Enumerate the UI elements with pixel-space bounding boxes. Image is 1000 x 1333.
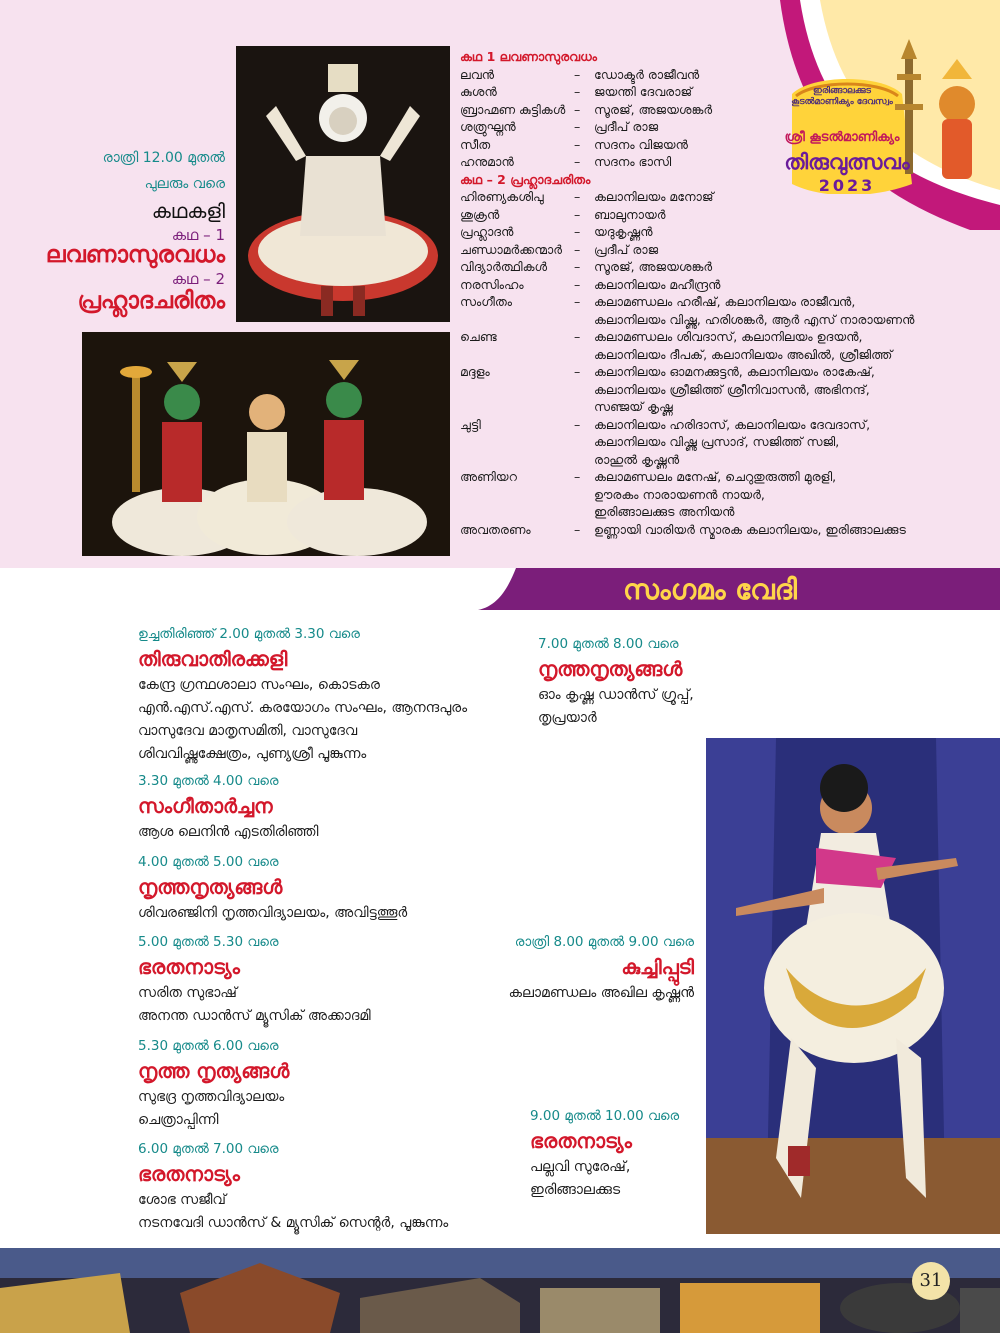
cast-name-line: ഇരിങ്ങാലക്കുട അനിയൻ: [594, 504, 735, 519]
kathakali-time-from: രാത്രി 12.00 മുതൽ: [102, 150, 225, 166]
cast-dash: –: [574, 84, 581, 99]
cast-dash: –: [574, 241, 581, 257]
event-title: നൃത്ത നൃത്യങ്ങൾ: [138, 1059, 290, 1083]
cast-row: [460, 328, 960, 363]
event-time: 5.30 മുതൽ 6.00 വരെ: [138, 1038, 279, 1054]
cast-name-line: കലാനിലയം വിഷ്ണു, ഹരിശങ്കർ, ആർ എസ് നാരായണൻ: [594, 311, 915, 327]
logo-org-text: ഇരിങ്ങാലക്കുട കൂടൽമാണിക്യം ദേവസ്വം: [791, 86, 893, 107]
cast-row: [460, 66, 960, 84]
cast-dash: –: [574, 294, 581, 309]
cast-names: [594, 363, 960, 416]
story2-label: കഥ – 2: [171, 270, 225, 288]
logo-festival-text: തിരുവുത്സവം: [784, 150, 910, 174]
cast-name-line: കലാമണ്ഡലം മനേഷ്, ചെറുതുരുത്തി മുരളി,: [594, 469, 837, 484]
event-performer: ശിവവിഷ്ണുക്ഷേത്രം, പുണ്യശ്രീ പൂങ്കുന്നം: [138, 746, 367, 762]
cast-row: [460, 293, 960, 328]
story1-cast-heading: കഥ 1 ലവണാസുരവധം: [460, 49, 597, 64]
cast-name-line: കലാനിലയം ശ്രീജിത്ത് ശ്രീനിവാസൻ, അഭിനന്ദ്,: [594, 381, 870, 397]
cast-names: [594, 118, 960, 136]
cast-row: [460, 188, 960, 206]
cast-name-line: പ്രദീപ് രാജ: [594, 241, 659, 257]
cast-names: [594, 153, 960, 171]
event-performer: നടനവേദി ഡാൻസ് & മ്യൂസിക് സെന്റർ, പൂങ്കുന്നം: [138, 1215, 449, 1231]
event-time: ഉച്ചതിരിഞ്ഞ് 2.00 മുതൽ 3.30 വരെ: [138, 626, 360, 642]
cast-names: [594, 83, 960, 101]
cast-role: ശുക്രൻ: [460, 206, 500, 222]
event-time: 7.00 മുതൽ 8.00 വരെ: [538, 636, 679, 652]
cast-role: ലവൻ: [460, 66, 495, 82]
cast-name-line: രാഹുൽ കൃഷ്ണൻ: [594, 451, 680, 467]
event-performer: എൻ.എസ്.എസ്. കരയോഗം സംഘം, ആനന്ദപുരം: [138, 700, 468, 716]
event-time: 4.00 മുതൽ 5.00 വരെ: [138, 854, 279, 870]
story2-title: പ്രഹ്ലാദചരിതം: [77, 288, 225, 314]
story2-cast-rows: [460, 188, 960, 538]
cast-name-line: കലാനിലയം മഹീന്ദ്രൻ: [594, 276, 721, 292]
cast-name-line: സദനം വിജയൻ: [594, 136, 688, 152]
event-title: നൃത്തനൃത്യങ്ങൾ: [138, 875, 283, 899]
event-9pm: [530, 1106, 679, 1202]
dancer-photo: [706, 738, 1000, 1234]
event-block: [138, 1036, 289, 1132]
cast-names: [594, 188, 960, 206]
cast-name-line: കലാമണ്ഡലം ഹരീഷ്, കലാനിലയം രാജീവൻ,: [594, 294, 856, 309]
story2-cast-heading: കഥ – 2 പ്രഹ്ലാദചരിതം: [460, 171, 591, 187]
cast-dash: –: [574, 136, 581, 152]
cast-names: [594, 223, 960, 241]
logo-year-text: 2023: [818, 176, 876, 195]
event-time: രാത്രി 8.00 മുതൽ 9.00 വരെ: [514, 934, 694, 950]
event-8pm: [460, 932, 694, 1005]
cast-row: [460, 363, 960, 416]
event-block: [138, 624, 467, 766]
event-performer: ശിവരഞ്ജിനി നൃത്തവിദ്യാലയം, അവിട്ടത്തൂർ: [138, 905, 408, 921]
event-performer: കലാമണ്ഡലം അഖില കൃഷ്ണൻ: [508, 985, 694, 1001]
cast-role: ചുട്ടി: [460, 416, 481, 432]
event-performer: ആശ ലെനിൻ എടതിരിഞ്ഞി: [138, 824, 319, 840]
event-time: 3.30 മുതൽ 4.00 വരെ: [138, 773, 279, 789]
kathakali-photo-1: [236, 46, 450, 322]
cast-role: പ്രഹ്ലാദൻ: [460, 224, 514, 239]
event-title: തിരുവാതിരക്കളി: [138, 647, 288, 671]
cast-name-line: പ്രദീപ് രാജ: [594, 119, 659, 134]
cast-name-line: ഉണ്ണായി വാരിയർ സ്മാരക കലാനിലയം, ഇരിങ്ങാലക്കുട: [594, 521, 906, 537]
cast-dash: –: [574, 119, 581, 134]
event-performer: കേന്ദ്ര ഗ്രന്ഥശാലാ സംഘം, കൊടകര: [138, 677, 380, 693]
cast-names: [594, 276, 960, 294]
kathakali-time-to: പുലരും വരെ: [144, 176, 225, 192]
cast-names: [594, 206, 960, 224]
cast-row: [460, 83, 960, 101]
cast-name-line: കലാമണ്ഡലം ശിവദാസ്, കലാനിലയം ഉദയൻ,: [594, 329, 863, 344]
cast-row: [460, 276, 960, 294]
cast-names: [594, 136, 960, 154]
event-performer: ചെത്രാപ്പിന്നി: [138, 1112, 219, 1128]
cast-name-line: ഊരകം നാരായണൻ നായർ,: [594, 486, 765, 502]
event-performer: തൃപ്രയാർ: [538, 710, 597, 726]
cast-name-line: കലാനിലയം ഹരിദാസ്, കലാനിലയം ദേവദാസ്,: [594, 416, 871, 432]
cast-name-line: ബാലുനായർ: [594, 206, 666, 222]
cast-row: [460, 206, 960, 224]
cast-role: ശത്രുഘ്നൻ: [460, 119, 516, 134]
cast-role: ഹിരണ്യകശിപു: [460, 189, 544, 204]
cast-names: [594, 66, 960, 84]
event-performer: ഓം കൃഷ്ണ ഡാൻസ് ഗ്രൂപ്പ്,: [538, 687, 694, 703]
event-performer: പല്ലവി സുരേഷ്,: [530, 1159, 631, 1175]
cast-row: [460, 258, 960, 276]
event-block: [138, 852, 407, 925]
cast-names: [594, 241, 960, 259]
cast-name-line: സൂരജ്, അജയശങ്കർ: [594, 101, 713, 117]
kathakali-art-form: കഥകളി: [151, 199, 225, 223]
event-performer: സരിത സുഭാഷ്: [138, 985, 237, 1001]
cast-row: [460, 118, 960, 136]
cast-role: അണിയറ: [460, 469, 517, 484]
event-block: [138, 1139, 448, 1235]
cast-dash: –: [574, 521, 581, 537]
cast-role: ചെണ്ട: [460, 329, 497, 344]
logo-temple-text: ശ്രീ കൂടൽമാണിക്യം: [784, 130, 900, 145]
cast-row: [460, 416, 960, 469]
kathakali-photo-2: [82, 332, 450, 556]
cast-row: [460, 468, 960, 521]
cast-row: [460, 223, 960, 241]
event-time: 9.00 മുതൽ 10.00 വരെ: [530, 1108, 680, 1124]
cast-role: ഹനുമാൻ: [460, 154, 514, 169]
cast-row: [460, 136, 960, 154]
story1-label: കഥ – 1: [171, 226, 225, 244]
cast-role: ബ്രാഹ്മണ കുട്ടികൾ: [460, 101, 566, 117]
cast-dash: –: [574, 66, 581, 82]
cast-name-line: സദനം ഭാസി: [594, 154, 672, 169]
cast-name-line: ഡോക്ടർ രാജീവൻ: [594, 66, 700, 82]
event-block: [138, 771, 318, 844]
event-title: ഭരതനാട്യം: [138, 1162, 240, 1186]
cast-names: [594, 293, 960, 328]
cast-name-line: കലാനിലയം ഓമനക്കുട്ടൻ, കലാനിലയം രാകേഷ്,: [594, 364, 875, 379]
footer-temple-strip: [0, 1248, 1000, 1333]
cast-dash: –: [574, 329, 581, 344]
event-performer: ശോഭ സജീവ്: [138, 1192, 226, 1208]
event-title: നൃത്തനൃത്യങ്ങൾ: [538, 657, 683, 681]
cast-name-line: കലാനിലയം ദീപക്, കലാനിലയം അഖിൽ, ശ്രീജിത്ത്: [594, 346, 893, 362]
cast-names: [594, 258, 960, 276]
cast-role: കുശൻ: [460, 84, 497, 99]
event-performer: വാസുദേവ മാതൃസമിതി, വാസുദേവ: [138, 723, 358, 739]
cast-name-line: സൂരജ്, അജയശങ്കർ: [594, 259, 713, 274]
cast-dash: –: [574, 206, 581, 222]
cast-name-line: യദുകൃഷ്ണൻ: [594, 224, 653, 239]
cast-role: മദ്ദളം: [460, 364, 490, 379]
cast-role: സീത: [460, 136, 491, 152]
cast-dash: –: [574, 101, 581, 117]
cast-role: അവതരണം: [460, 521, 531, 537]
stage-title: സംഗമം വേദി: [623, 573, 797, 606]
story1-cast-rows: [460, 66, 960, 171]
cast-role: ചണ്ഡാമർക്കന്മാർ: [460, 241, 563, 257]
cast-names: [594, 521, 960, 539]
cast-names: [594, 416, 960, 469]
cast-dash: –: [574, 276, 581, 292]
cast-name-line: ജയന്തി ദേവരാജ്: [594, 84, 693, 99]
cast-dash: –: [574, 259, 581, 274]
event-title: ഭരതനാട്യം: [530, 1129, 632, 1153]
event-time: 6.00 മുതൽ 7.00 വരെ: [138, 1141, 279, 1157]
page-number: 31: [912, 1262, 950, 1300]
cast-dash: –: [574, 364, 581, 379]
cast-row: [460, 101, 960, 119]
cast-name-line: കലാനിലയം വിഷ്ണു പ്രസാദ്, സജിത്ത് സജി,: [594, 434, 840, 449]
event-7pm: [538, 634, 694, 730]
event-time: 5.00 മുതൽ 5.30 വരെ: [138, 934, 279, 950]
story1-title: ലവണാസുരവധം: [45, 242, 225, 268]
cast-name-line: സഞ്ജയ് കൃഷ്ണ: [594, 399, 673, 414]
event-title: കുച്ചിപ്പുടി: [621, 955, 694, 979]
cast-names: [594, 328, 960, 363]
cast-row: [460, 241, 960, 259]
cast-names: [594, 468, 960, 521]
cast-names: [594, 101, 960, 119]
cast-row: [460, 153, 960, 171]
cast-dash: –: [574, 154, 581, 169]
cast-role: സംഗീതം: [460, 294, 513, 309]
cast-role: നരസിംഹം: [460, 276, 524, 292]
cast-dash: –: [574, 469, 581, 484]
cast-name-line: കലാനിലയം മനോജ്: [594, 189, 714, 204]
cast-dash: –: [574, 189, 581, 204]
event-title: ഭരതനാട്യം: [138, 955, 240, 979]
event-performer: അനന്ത ഡാൻസ് മ്യൂസിക് അക്കാദമി: [138, 1008, 371, 1024]
event-performer: സുഭദ്ര നൃത്തവിദ്യാലയം: [138, 1089, 285, 1105]
cast-dash: –: [574, 416, 581, 432]
event-title: സംഗീതാർച്ചന: [138, 794, 273, 818]
cast-role: വിദ്യാർത്ഥികൾ: [460, 259, 548, 274]
cast-row: [460, 521, 960, 539]
event-block: [138, 932, 371, 1028]
cast-dash: –: [574, 224, 581, 239]
cast-list: [460, 48, 960, 538]
event-performer: ഇരിങ്ങാലക്കുട: [530, 1182, 621, 1198]
